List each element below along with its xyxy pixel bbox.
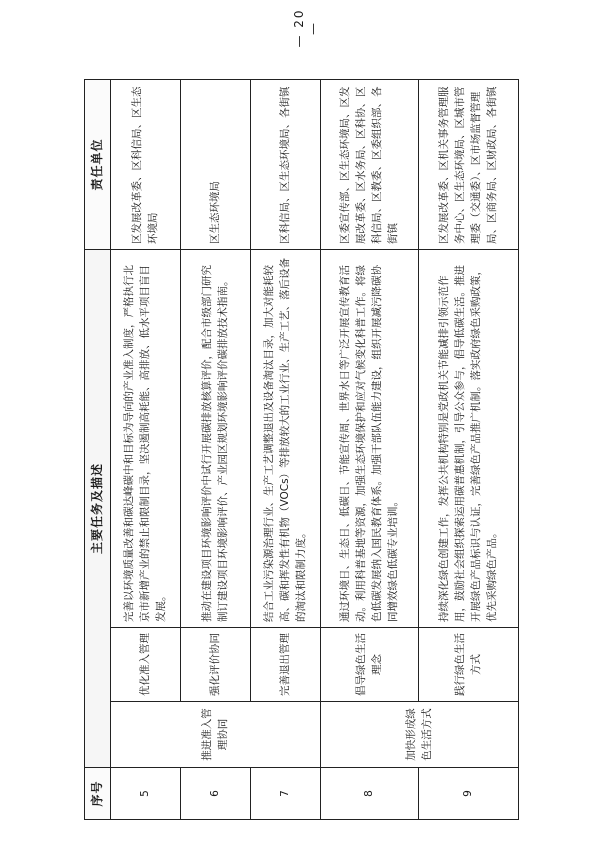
responsible-units: 区发展改革委、区科信局、区生态环境局 — [110, 79, 180, 249]
subcategory-cell: 倡导绿色生活理念 — [320, 628, 418, 702]
subcategory-cell: 完善退出管理 — [250, 628, 320, 702]
table-header-row — [85, 79, 111, 819]
row-number: 9 — [418, 768, 518, 820]
table-row — [110, 79, 180, 819]
task-description: 通过环境日、生态日、低碳日、节能宣传周、世界水日等广泛开展宣传教育活动。利用科普基地等资源，加强生态环境保护和应对气候变化科普工作。将绿色低碳发展纳入国民教育体系。加强干部队伍能力建设，组织开展减污降碳协同增效绿色低碳专业培训。 — [320, 249, 418, 627]
task-description: 完善以环境质量改善和碳达峰碳中和目标为导向的产业准入制度，严格执行北京市新增产业的禁止和限制目录，坚决遏制高耗能、高排放、低水平项目盲目发展。 — [110, 249, 180, 627]
task-description: 结合工业污染源治理行业、生产工艺调整退出及设备淘汰目录，加大对能耗较高、碳和挥发性有机物（VOCs）等排放较大的工业行业、生产工艺、落后设备的淘汰和限制力度。 — [250, 249, 320, 627]
responsible-units: 区发展改革委、区机关事务管理服务中心、区生态环境局、区城市管理委（交通委）、区市场监督管理局、区商务局、区财政局、各街镇 — [418, 79, 518, 249]
task-description: 持续深化绿色创建工作，发挥公共机构特别是党政机关节能减排引领示范作用，鼓励社会组织探索运用碳普惠机制，引导公众参与，倡导低碳生活。推进开展绿色产品标识与认证，完善绿色产品推广机制。落实政府绿色采购政策，优先采购绿色产品。 — [418, 249, 518, 627]
subcategory-cell: 优化准入管理 — [110, 628, 180, 702]
responsible-units: 区生态环境局 — [180, 79, 250, 249]
task-table — [84, 79, 519, 820]
row-number: 7 — [250, 768, 320, 820]
task-description: 推动在建设项目环境影响评价中试行开展碳排放核算评价，配合市级部门研究制订建设项目环境影响评价、产业园区规划环境影响评价碳排放技术指南。 — [180, 249, 250, 627]
header-tasks: 主要任务及描述 — [85, 249, 111, 767]
category-cell: 加快形成绿色生活方式 — [320, 702, 518, 768]
page-number: — 20 — — [292, 8, 320, 48]
header-number: 序号 — [85, 768, 111, 820]
subcategory-cell: 践行绿色生活方式 — [418, 628, 518, 702]
header-units: 责任单位 — [85, 79, 111, 249]
responsible-units: 区委宣传部、区生态环境局、区发展改革委、区水务局、区科协、区科信局、区教委、区委组织部、各街镇 — [320, 79, 418, 249]
subcategory-cell: 强化评价协同 — [180, 628, 250, 702]
responsible-units: 区科信局、区生态环境局、各街镇 — [250, 79, 320, 249]
row-number: 5 — [110, 768, 180, 820]
category-cell: 推进准入管理协同 — [110, 702, 320, 768]
row-number: 6 — [180, 768, 250, 820]
table-row — [320, 79, 418, 819]
row-number: 8 — [320, 768, 418, 820]
